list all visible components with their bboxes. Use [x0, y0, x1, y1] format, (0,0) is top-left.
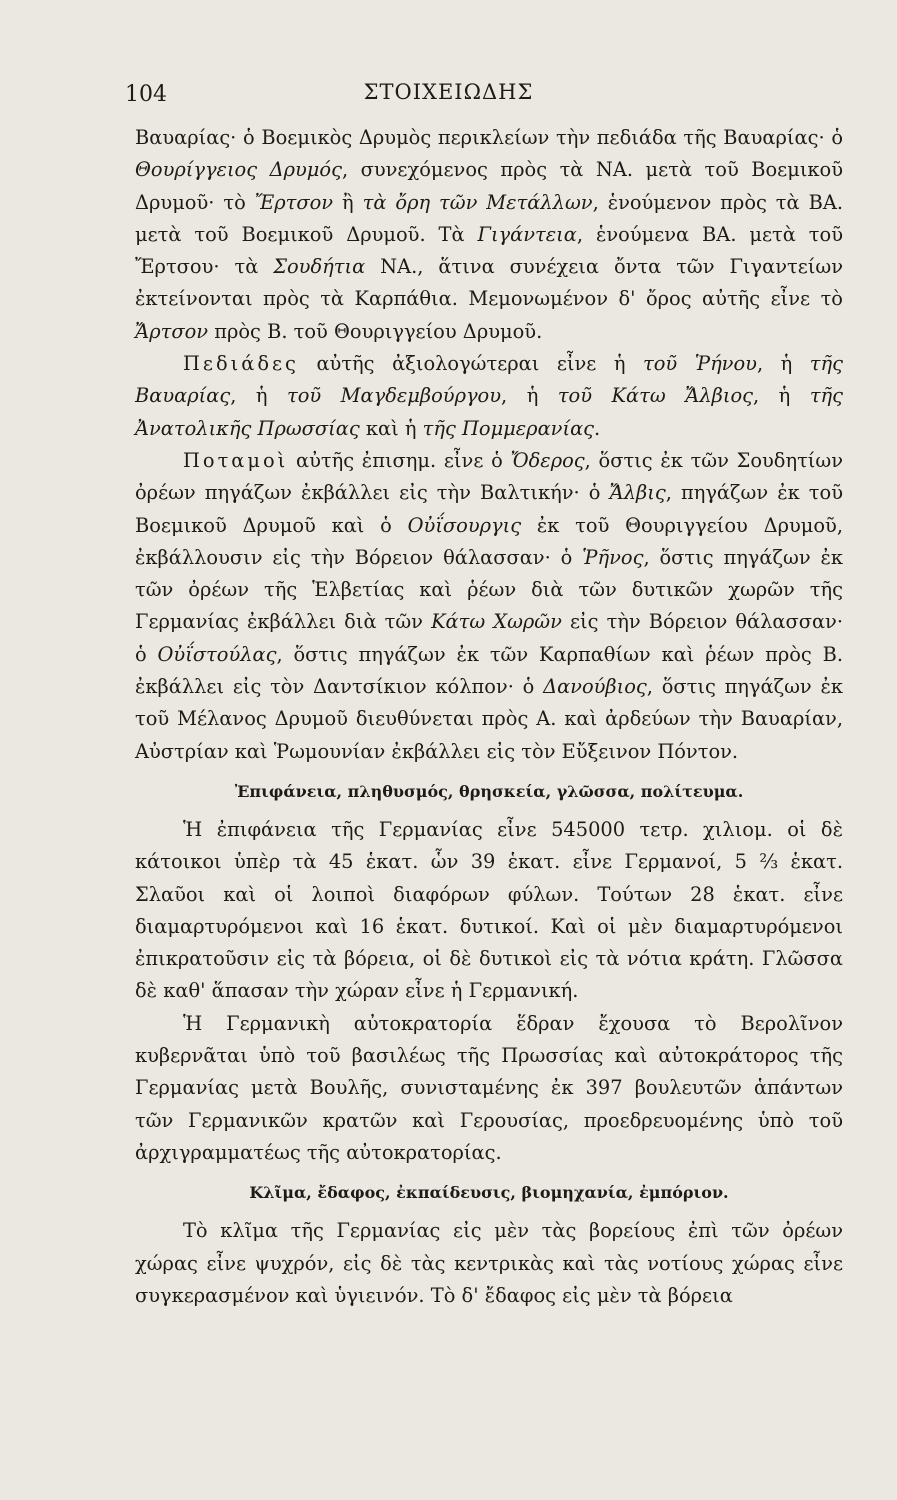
text-run: , ἡ	[756, 352, 810, 376]
text-run: , ἡ	[230, 384, 287, 408]
text-run-spaced: Ποταμοὶ	[183, 448, 289, 472]
text-run-spaced: Πεδιάδες	[183, 352, 299, 376]
paragraph-mountains	[135, 122, 843, 348]
text-run-italic: Ῥῆνος	[582, 545, 644, 569]
text-run: πρὸς Β. τοῦ Θουριγγείου Δρυμοῦ.	[208, 319, 543, 343]
text-run-italic: Σουδήτια	[273, 255, 366, 279]
text-run-italic: τοῦ Κάτω Ἄλβιος	[557, 384, 754, 408]
text-run: αὐτῆς ἐπισημ. εἶνε ὁ	[288, 448, 511, 472]
section-heading-population: Ἐπιφάνεια, πληθυσμός, θρησκεία, γλῶσσα, πολίτευμα.	[234, 781, 744, 801]
paragraph-plains	[135, 348, 843, 445]
page-number: 104	[125, 82, 167, 107]
text-run: , ἑνούμενα ΒΑ. μετὰ τοῦ Ἔρτσου· τὰ	[135, 222, 843, 279]
text-run: .	[594, 416, 601, 440]
section-heading-climate: Κλῖμα, ἔδαφος, ἐκπαίδευσις, βιομηχανία, ἐμπόριον.	[249, 1183, 729, 1203]
text-run-italic: τῆς Πομμερανίας	[422, 416, 595, 440]
text-run: , ὅστις πηγάζων ἐκ τῶν Καρπαθίων καὶ ῥέων πρὸς Β. ἐκβάλλει εἰς τὸν Δαντσίκιον κόλπον· ὁ	[135, 642, 844, 699]
text-run: , ἡ	[753, 384, 810, 408]
text-run: εἰς τὴν Βόρειον θάλασσαν· ὁ	[135, 610, 843, 666]
text-run-italic: Κάτω Χωρῶν	[431, 610, 562, 634]
text-run-italic: τῆς Ἀνατολικῆς Πρωσσίας	[135, 384, 844, 440]
text-run-italic: Ὄδερος	[510, 448, 585, 472]
paragraph-government: Ἡ Γερμανικὴ αὐτοκρατορία ἕδραν ἔχουσα τὸ Βερολῖνον κυβερνᾶται ὑπὸ τοῦ βασιλέως τῆς Πρωσσίας καὶ αὐτοκράτορος τῆς Γερμανίας μετὰ Βουλῆς, συνισταμένης ἐκ 397 βουλευτῶν ἁπάντων τῶν Γερμανικῶν κρατῶν καὶ Γερουσίας, προεδρευομένης ὑπὸ τοῦ ἀρχιγραμματέως τῆς αὐτοκρατορίας.	[135, 1011, 843, 1164]
text-run-italic: Ἔρτσον	[254, 190, 334, 214]
body-text	[135, 122, 843, 1312]
text-run-italic: τοῦ Ῥήνου	[643, 352, 757, 376]
text-run-italic: Δανούβιος	[543, 675, 647, 699]
text-run-italic: Θουρίγγειος Δρυμός	[135, 158, 342, 182]
text-run: ἢ	[333, 190, 363, 214]
text-run-italic: τοῦ Μαγδεμβούργου	[286, 384, 502, 408]
text-run: , ἡ	[501, 384, 558, 408]
text-run: ΝΑ., ἅτινα συνέχεια ὄντα τῶν Γιγαντείων ἐκτείνονται πρὸς τὰ Καρπάθια. Μεμονωμένον δ' ὄρος αὐτῆς εἶνε τὸ	[135, 255, 843, 311]
text-run: , ἑνούμενον πρὸς τὰ ΒΑ. μετὰ τοῦ Βοεμικοῦ Δρυμοῦ. Τὰ	[135, 190, 843, 246]
text-run: , συνεχόμενος πρὸς τὰ ΝΑ. μετὰ τοῦ Βοεμικοῦ Δρυμοῦ· τὸ	[135, 158, 844, 214]
text-run: Βαυαρίας· ὁ Βοεμικὸς Δρυμὸς περικλείων τὴν πεδιάδα τῆς Βαυαρίας· ὁ	[135, 126, 843, 149]
paragraph-population: Ἡ ἐπιφάνεια τῆς Γερμανίας εἶνε 545000 τετρ. χιλιομ. οἱ δὲ κάτοικοι ὑπὲρ τὰ 45 ἑκατ. ὧν 39 ἑκατ. εἶνε Γερμανοί, 5 ⅔ ἑκατ. Σλαῦοι καὶ οἱ λοιποὶ διαφόρων φύλων. Τούτων 28 ἑκατ. εἶνε διαμαρτυρόμενοι καὶ 16 ἑκατ. δυτικοί. Καὶ οἱ μὲν διαμαρτυρόμενοι ἐπικρατοῦσιν εἰς τὰ βόρεια, οἱ δὲ δυτικοὶ εἰς τὰ νότια κράτη. Γλῶσσα δὲ καθ' ἅπασαν τὴν χώραν εἶνε ἡ Γερμανική.	[135, 817, 843, 1003]
text-run: καὶ ἡ	[359, 416, 423, 440]
text-run: , ὅστις ἐκ τῶν Σουδητίων ὀρέων πηγάζων ἐκβάλλει εἰς τὴν Βαλτικήν· ὁ	[135, 448, 844, 505]
text-run: αὐτῆς ἀξιολογώτεραι εἶνε ἡ	[298, 352, 644, 376]
text-run-italic: Ἄρτσον	[135, 319, 209, 343]
text-run-italic: Γιγάντεια	[477, 222, 577, 246]
text-run-italic: Οὐΐστούλας	[157, 642, 277, 666]
running-title: ΣΤΟΙΧΕΙΩΔΗΣ	[363, 80, 534, 104]
text-run-italic: Οὐΐσουργις	[407, 513, 522, 537]
text-run-italic: τῆς Βαυαρίας	[135, 352, 843, 408]
text-run: ἐκ τοῦ Θουριγγείου Δρυμοῦ, ἐκβάλλουσιν εἰς τὴν Βόρειον θάλασσαν· ὁ	[135, 513, 843, 569]
text-run-italic: Ἄλβις	[609, 481, 666, 505]
text-run: , ὅστις πηγάζων ἐκ τῶν ὀρέων τῆς Ἑλβετίας καὶ ῥέων διὰ τῶν δυτικῶν χωρῶν τῆς Γερμανίας ἐκβάλλει διὰ τῶν	[135, 545, 844, 634]
paragraph-climate: Τὸ κλῖμα τῆς Γερμανίας εἰς μὲν τὰς βορείους ἐπὶ τῶν ὀρέων χώρας εἶνε ψυχρόν, εἰς δὲ τὰς κεντρικὰς καὶ τὰς νοτίους χώρας εἶνε συγκερασμένον καὶ ὑγιεινόν. Τὸ δ' ἔδαφος εἰς μὲν τὰ βόρεια	[135, 1219, 843, 1307]
text-run: , ὅστις πηγάζων ἐκ τοῦ Μέλανος Δρυμοῦ διευθύνεται πρὸς Α. καὶ ἀρδεύων τὴν Βαυαρίαν, Αὐστρίαν καὶ Ῥωμουνίαν ἐκβάλλει εἰς τὸν Εὔξεινον Πόντον.	[135, 675, 844, 763]
text-run: , πηγάζων ἐκ τοῦ Βοεμικοῦ Δρυμοῦ καὶ ὁ	[135, 481, 843, 537]
text-run-italic: τὰ ὄρη τῶν Μετάλλων	[362, 190, 593, 214]
paragraph-rivers	[135, 445, 843, 768]
